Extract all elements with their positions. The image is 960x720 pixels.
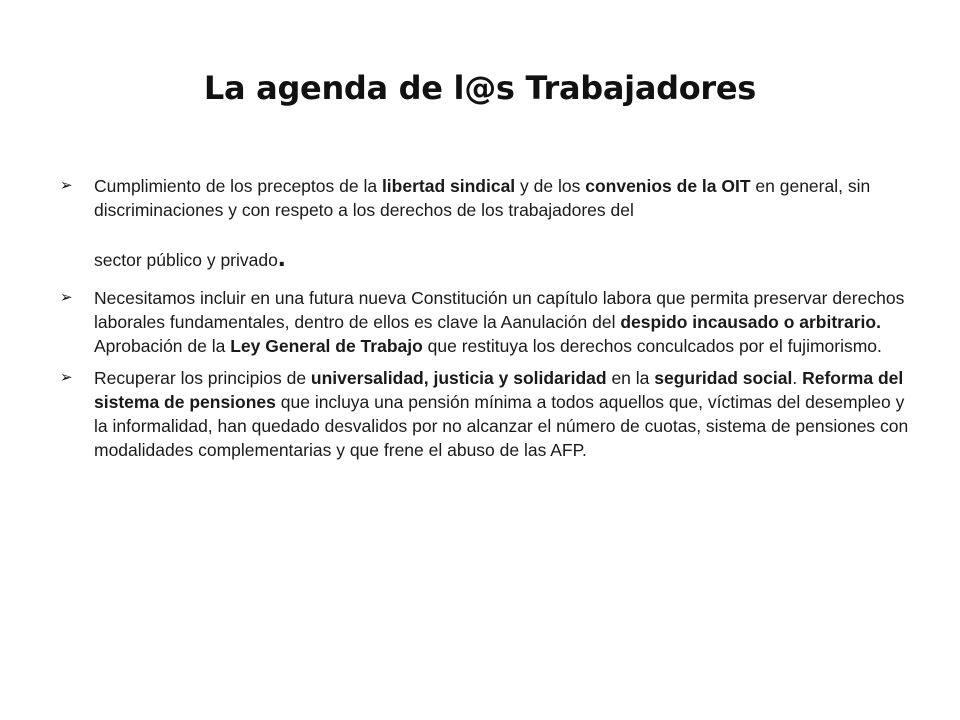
bullet-text: .: [792, 368, 803, 388]
slide-title: La agenda de l@s Trabajadores: [203, 69, 757, 107]
bullet-emphasis: universalidad, justicia y solidaridad: [310, 368, 607, 388]
bullet-list: [60, 174, 910, 470]
bullet-emphasis: Ley General de Trabajo: [230, 336, 423, 356]
bullet-emphasis: despido incausado o arbitrario.: [620, 312, 881, 332]
bullet-emphasis: seguridad social: [654, 368, 793, 388]
bullet-text: en la: [606, 368, 655, 388]
arrow-bullet-icon: ➢: [60, 289, 73, 306]
bullet-text: que incluya una pensión mínima a todos aquellos que, víctimas del desempleo y la informalidad, han quedado desvalidos por no alcanzar el número de cuotas, sistema de pensiones con modalidades complementarias y que frene el abuso de las AFP.: [94, 392, 909, 460]
bullet-period: .: [277, 241, 286, 272]
bullet-emphasis: convenios de la OIT: [585, 176, 751, 196]
arrow-bullet-icon: ➢: [60, 177, 73, 194]
bullet-text: Aprobación de la: [94, 336, 231, 356]
bullet-text: Necesitamos incluir en una futura nueva Constitución un capítulo labora que permita preservar derechos laborales fundamentales, dentro de ellos es clave la Aanulación del: [94, 288, 905, 332]
arrow-bullet-icon: ➢: [60, 369, 73, 386]
bullet-text: Cumplimiento de los preceptos de la: [94, 176, 382, 196]
bullet-item-2: [60, 286, 910, 358]
bullet-text: y de los: [515, 176, 586, 196]
bullet-text: en general, sin discriminaciones y con respeto a los derechos de los trabajadores del: [94, 176, 871, 220]
bullet-item-1: [60, 174, 910, 272]
bullet-text: sector público y privado: [94, 250, 278, 270]
bullet-text: Recuperar los principios de: [94, 368, 311, 388]
bullet-emphasis: libertad sindical: [381, 176, 516, 196]
bullet-text: que restituya los derechos conculcados por el fujimorismo.: [422, 336, 882, 356]
bullet-emphasis: Reforma del sistema de pensiones: [94, 368, 904, 412]
bullet-item-3: [60, 366, 910, 462]
